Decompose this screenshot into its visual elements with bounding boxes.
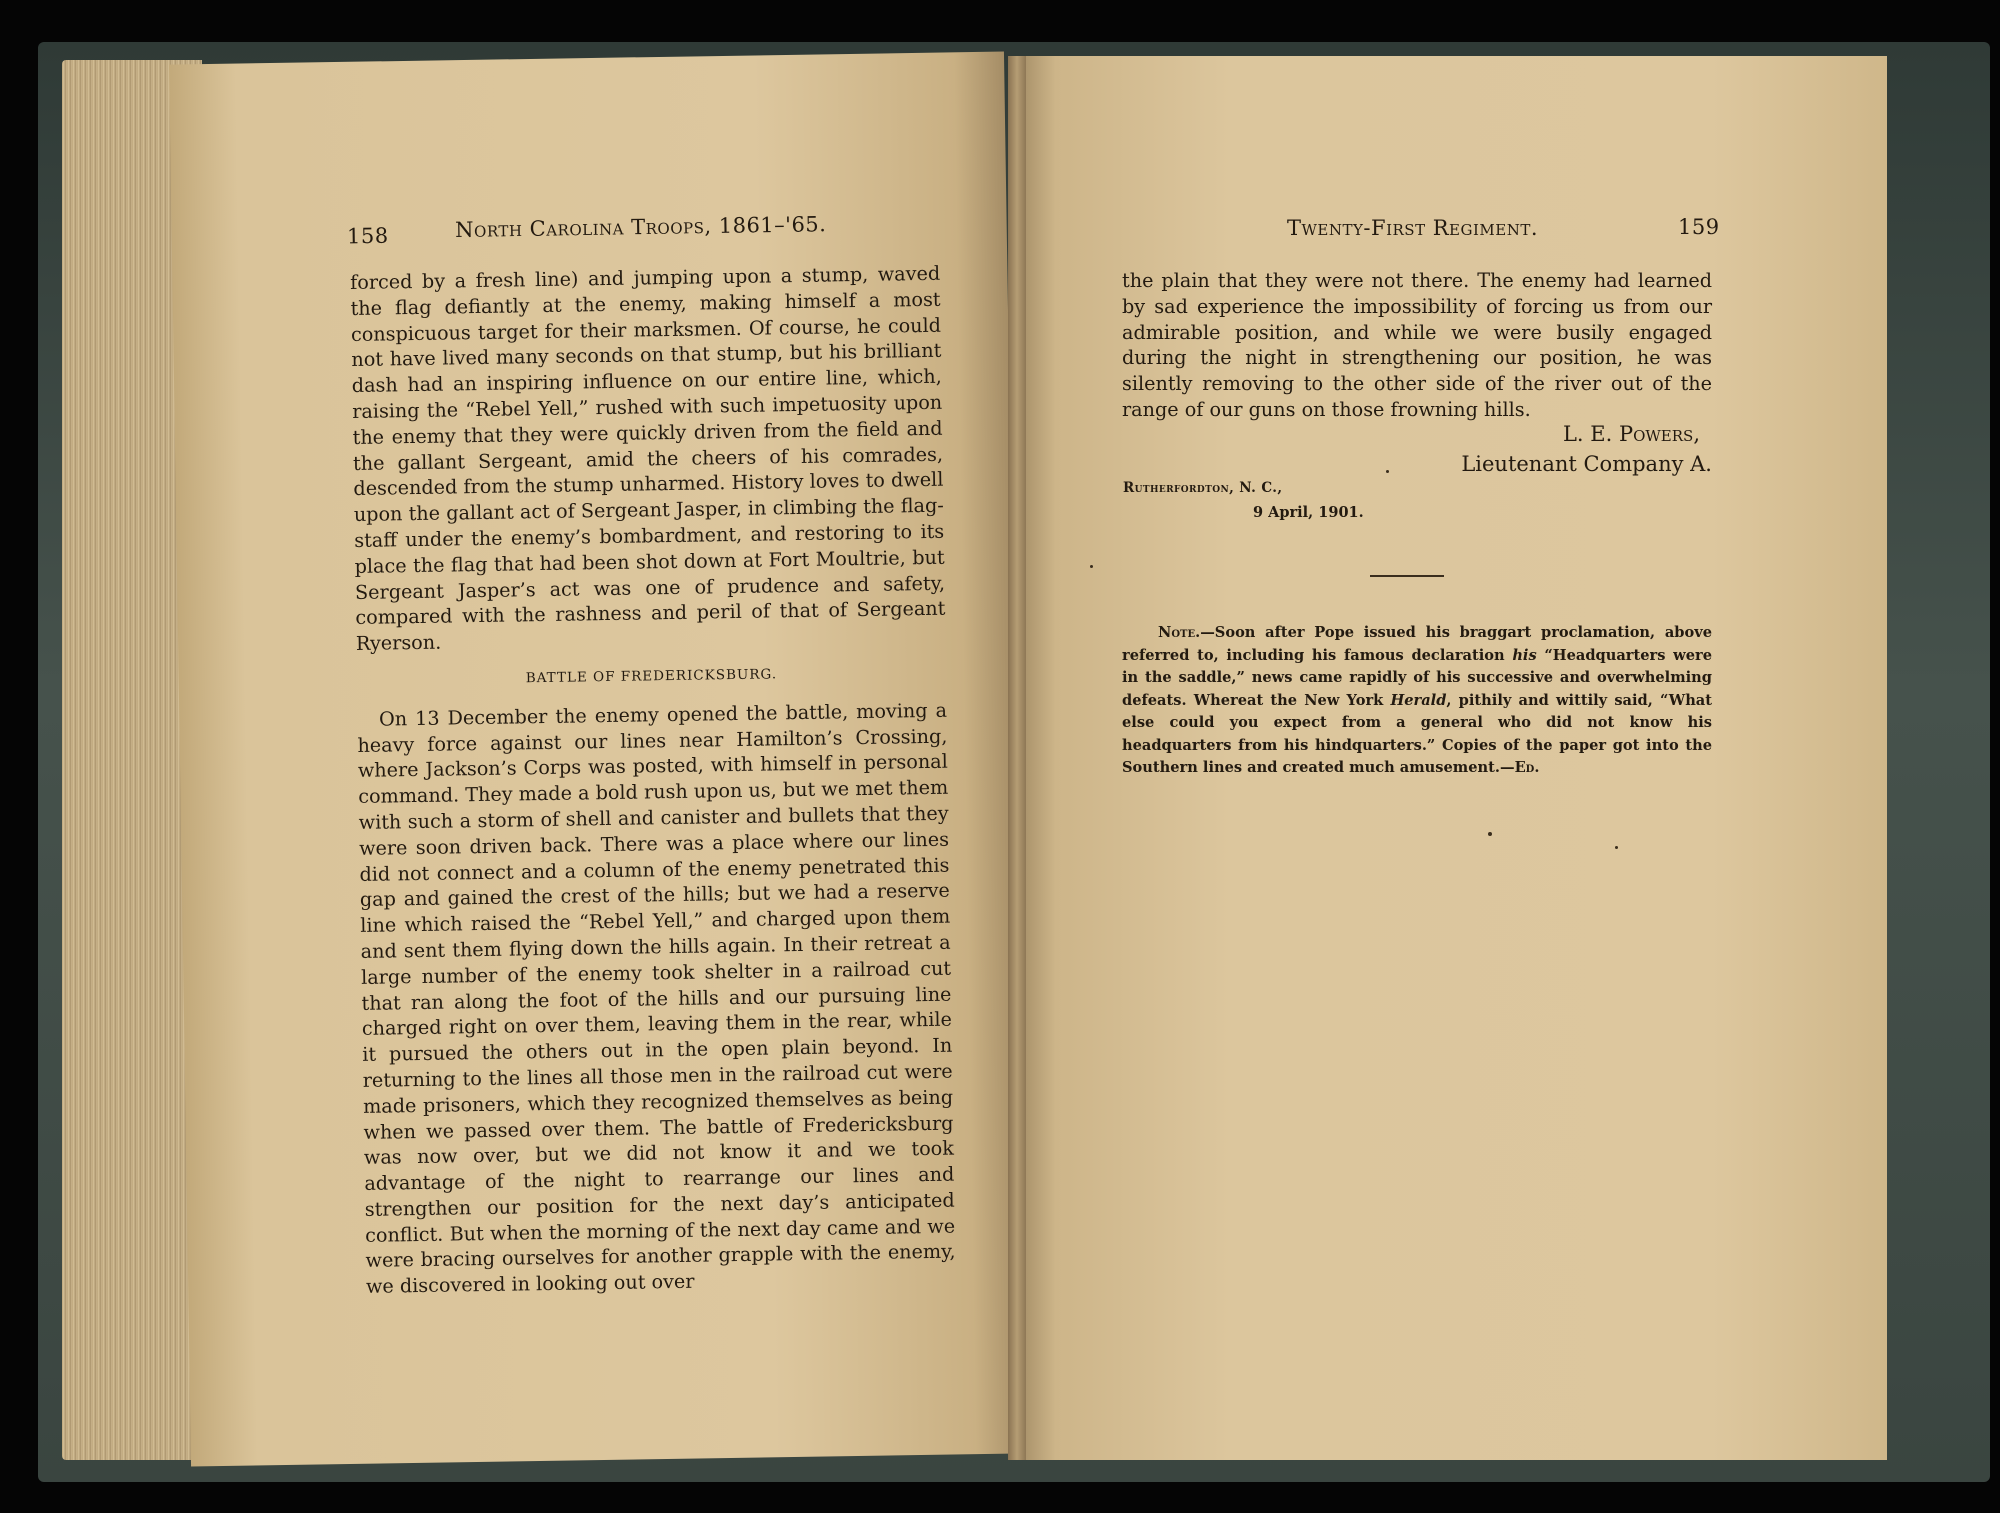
left-running-head: North Carolina Troops, 1861–'65. xyxy=(455,212,827,242)
left-page-number: 158 xyxy=(346,223,389,249)
note-text-3: , pithily and wittily said, “What else could you expect from a general who did not know his headquarters from his hindquarters.” Copies of the paper got into the Southern lines and created much amusement.— xyxy=(1122,691,1712,776)
left-paragraph-2: On 13 December the enemy opened the battle, moving a heavy force against our lines near Hamilton’s Crossing, where Jackson’s Corps was posted, with himself in personal command. They made a bold rush upon us, but we met them with such a storm of shell and canister and bullets that they were soon driven back. There was a place where our lines did not connect and a column of the enemy penetrated this gap and gained the crest of the hills; but we had a reserve line which raised the “Rebel Yell,” and charged upon them and sent them flying down the hills again. In their retreat a large number of the enemy took shelter in a railroad cut that ran along the foot of the hills and our pursuing line charged right on over them, leaving them in the rear, while it pursued the others out in the open plain beyond. In returning to the lines all those men in the railroad cut were made prisoners, which they recognized themselves as being when we passed over them. The battle of Fredericksburg was now over, but we did not know it and we took advantage of the night to rearrange our lines and strengthen our position for the next day’s anticipated conflict. But when the morning of the next day came and we were bracing ourselves for another grapple with the enemy, we discovered in looking out over xyxy=(357,698,956,1299)
paper-speck xyxy=(1615,846,1618,849)
signature-title: Lieutenant Company A. xyxy=(1461,452,1712,476)
paper-speck xyxy=(1386,470,1389,473)
signature-name: L. E. Powers, xyxy=(1562,422,1700,446)
signature-date: 9 April, 1901. xyxy=(1253,504,1364,521)
note-italic-herald: Herald xyxy=(1390,691,1447,709)
section-rule xyxy=(1370,575,1444,577)
signature-place: Rutherfordton, N. C., xyxy=(1123,480,1283,496)
note-italic-his: his xyxy=(1512,646,1537,664)
book-gutter xyxy=(1008,56,1026,1460)
editor-note xyxy=(1122,622,1712,780)
right-page-number: 159 xyxy=(1678,215,1720,239)
section-heading: BATTLE OF FREDERICKSBURG. xyxy=(525,666,778,687)
left-paragraph-1: forced by a fresh line) and jumping upon a stump, waved the flag defiantly at the enemy, making himself a most conspicuous target for their marksmen. Of course, he could not have lived many seconds on that stump, but his brilliant dash had an inspiring influence on our entire line, which, raising the “Rebel Yell,” rushed with such impetuosity upon the enemy that they were quickly driven from the field and the gallant Sergeant, amid the cheers of his comrades, descended from the stump unharmed. History loves to dwell upon the gallant act of Sergeant Jasper, in climbing the flag-staff under the enemy’s bombardment, and restoring to its place the flag that had been shot down at Fort Moultrie, but Sergeant Jasper’s act was one of prudence and safety, compared with the rashness and peril of that of Sergeant Ryerson. xyxy=(350,261,946,656)
right-page-body xyxy=(1122,268,1712,423)
note-editor: Ed. xyxy=(1514,759,1540,776)
note-label: Note. xyxy=(1158,624,1201,641)
right-running-head: Twenty-First Regiment. xyxy=(1287,216,1539,240)
right-paragraph: the plain that they were not there. The enemy had learned by sad experience the impossibility of forcing us from our admirable position, and while we were busily engaged during the night in strengthening our position, he was silently removing to the other side of the river out of the range of our guns on those frowning hills. xyxy=(1122,269,1712,421)
paper-speck xyxy=(1090,565,1093,568)
paper-speck xyxy=(1488,832,1492,836)
note-text-1: —Soon after Pope issued his braggart proclamation, above referred to, including his famous declaration xyxy=(1122,624,1712,664)
left-page-body xyxy=(350,261,956,1300)
note-text-2: “Headquarters were in the saddle,” news came rapidly of his successive and overwhelming defeats. Whereat the New York xyxy=(1122,646,1712,709)
